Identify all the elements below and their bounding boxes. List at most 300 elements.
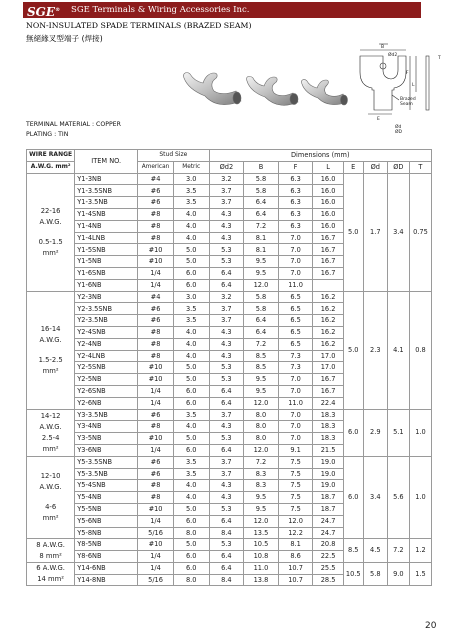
value-cell: 16.2: [313, 338, 343, 350]
value-cell: 6.5: [278, 326, 313, 338]
wire-range-cell: 12-10 A.W.G. 4-6 mm²: [27, 456, 75, 539]
value-cell: 21.5: [313, 444, 343, 456]
value-cell: 4.0: [173, 492, 209, 504]
item-no-cell: Y2-3NB: [75, 291, 138, 303]
wire-range-cell: 8 A.W.G. 8 mm²: [27, 539, 75, 563]
wire-range-cell: 6 A.W.G. 14 mm²: [27, 562, 75, 586]
item-no-cell: Y1-4NB: [75, 220, 138, 232]
plating-spec: PLATING : TIN: [26, 131, 69, 138]
value-cell: 8.0: [244, 409, 279, 421]
dim-d-cell: 4.5: [363, 539, 387, 563]
table-row: [27, 291, 432, 303]
value-cell: 3.5: [173, 456, 209, 468]
value-cell: 5.8: [244, 185, 279, 197]
page-number: 20: [425, 621, 437, 631]
value-cell: #6: [138, 185, 174, 197]
header-wire-range: WIRE RANGE: [27, 150, 75, 162]
header-metric: Metric: [173, 161, 209, 173]
terminal-photo: [184, 73, 348, 106]
value-cell: 3.7: [209, 185, 244, 197]
value-cell: #8: [138, 326, 174, 338]
value-cell: 7.0: [278, 232, 313, 244]
value-cell: 4.3: [209, 350, 244, 362]
value-cell: 4.0: [173, 421, 209, 433]
value-cell: 4.3: [209, 232, 244, 244]
value-cell: #6: [138, 409, 174, 421]
value-cell: 28.5: [313, 574, 343, 586]
item-no-cell: Y1-6SNB: [75, 267, 138, 279]
dim-d-cell: 3.4: [363, 456, 387, 539]
brand-logo: SGE®: [27, 5, 61, 19]
item-no-cell: Y2-6NB: [75, 397, 138, 409]
value-cell: 9.5: [244, 374, 279, 386]
item-no-cell: Y1-5NB: [75, 256, 138, 268]
value-cell: 24.7: [313, 515, 343, 527]
value-cell: 6.0: [173, 385, 209, 397]
value-cell: 7.2: [244, 338, 279, 350]
table-row: [27, 562, 432, 574]
item-no-cell: Y2-4NB: [75, 338, 138, 350]
value-cell: 12.2: [278, 527, 313, 539]
item-no-cell: Y5-5NB: [75, 503, 138, 515]
value-cell: 5.3: [209, 256, 244, 268]
value-cell: 7.0: [278, 385, 313, 397]
value-cell: 9.5: [244, 492, 279, 504]
svg-text:Ød: Ød: [395, 125, 402, 130]
value-cell: #10: [138, 256, 174, 268]
value-cell: #10: [138, 244, 174, 256]
value-cell: 5.0: [173, 362, 209, 374]
value-cell: 6.3: [278, 197, 313, 209]
dim-t-cell: 1.5: [409, 562, 431, 586]
value-cell: 8.3: [244, 480, 279, 492]
header-dd: ØD: [387, 161, 409, 173]
value-cell: 5.3: [209, 539, 244, 551]
item-no-cell: Y3-4NB: [75, 421, 138, 433]
value-cell: 6.5: [278, 315, 313, 327]
value-cell: 6.4: [244, 208, 279, 220]
dim-d-cell: 5.8: [363, 562, 387, 586]
item-no-cell: Y5-4NB: [75, 492, 138, 504]
value-cell: 16.7: [313, 267, 343, 279]
value-cell: 7.0: [278, 244, 313, 256]
value-cell: 16.0: [313, 197, 343, 209]
spec-table: [26, 149, 432, 586]
header-t: T: [409, 161, 431, 173]
item-no-cell: Y5-3.5NB: [75, 468, 138, 480]
value-cell: 18.3: [313, 421, 343, 433]
value-cell: #8: [138, 232, 174, 244]
svg-text:ØD: ØD: [395, 130, 403, 135]
item-no-cell: Y8-5NB: [75, 539, 138, 551]
svg-text:F: F: [406, 71, 409, 76]
value-cell: 5.8: [244, 303, 279, 315]
value-cell: #8: [138, 208, 174, 220]
value-cell: 6.5: [278, 291, 313, 303]
value-cell: 16.7: [313, 232, 343, 244]
value-cell: 16.2: [313, 326, 343, 338]
value-cell: 12.0: [244, 279, 279, 291]
value-cell: 11.0: [244, 562, 279, 574]
dim-t-cell: 1.2: [409, 539, 431, 563]
value-cell: #6: [138, 468, 174, 480]
value-cell: 6.4: [209, 562, 244, 574]
value-cell: 7.5: [278, 468, 313, 480]
item-no-cell: Y1-4SNB: [75, 208, 138, 220]
value-cell: 4.3: [209, 421, 244, 433]
value-cell: 7.0: [278, 267, 313, 279]
value-cell: 6.4: [244, 326, 279, 338]
value-cell: 7.2: [244, 456, 279, 468]
header-l: L: [313, 161, 343, 173]
value-cell: 1/4: [138, 515, 174, 527]
value-cell: 19.0: [313, 480, 343, 492]
header-d2: Ød2: [209, 161, 244, 173]
value-cell: #6: [138, 303, 174, 315]
value-cell: 16.0: [313, 185, 343, 197]
value-cell: 4.3: [209, 480, 244, 492]
value-cell: 6.4: [209, 397, 244, 409]
header-b: B: [244, 161, 279, 173]
dim-dd-cell: 4.1: [387, 291, 409, 409]
value-cell: 7.0: [278, 421, 313, 433]
svg-text:Seam: Seam: [400, 102, 413, 107]
dimension-labels: [377, 44, 441, 135]
value-cell: 1/4: [138, 397, 174, 409]
value-cell: 5.3: [209, 362, 244, 374]
dim-e-cell: 6.0: [343, 456, 363, 539]
dim-d-cell: 1.7: [363, 173, 387, 291]
svg-text:L: L: [412, 83, 415, 88]
value-cell: 20.8: [313, 539, 343, 551]
value-cell: 11.0: [278, 279, 313, 291]
item-no-cell: Y2-5SNB: [75, 362, 138, 374]
item-no-cell: Y3-5NB: [75, 433, 138, 445]
value-cell: 7.3: [278, 362, 313, 374]
item-no-cell: Y5-4SNB: [75, 480, 138, 492]
value-cell: 1/4: [138, 562, 174, 574]
value-cell: 16.7: [313, 374, 343, 386]
value-cell: 6.4: [209, 385, 244, 397]
value-cell: 10.5: [244, 539, 279, 551]
value-cell: 5/16: [138, 574, 174, 586]
value-cell: 3.2: [209, 173, 244, 185]
value-cell: 7.5: [278, 492, 313, 504]
value-cell: 6.4: [244, 315, 279, 327]
value-cell: 3.5: [173, 315, 209, 327]
value-cell: 1/4: [138, 279, 174, 291]
value-cell: 6.4: [209, 444, 244, 456]
value-cell: 6.3: [278, 185, 313, 197]
wire-range-cell: 22-16 A.W.G. 0.5-1.5 mm²: [27, 173, 75, 291]
value-cell: 16.0: [313, 220, 343, 232]
value-cell: 10.8: [244, 551, 279, 563]
dim-e-cell: 10.5: [343, 562, 363, 586]
value-cell: 7.3: [278, 350, 313, 362]
dim-e-cell: 5.0: [343, 291, 363, 409]
value-cell: 7.5: [278, 503, 313, 515]
value-cell: 10.7: [278, 562, 313, 574]
value-cell: 6.5: [278, 303, 313, 315]
value-cell: 5.8: [244, 173, 279, 185]
item-no-cell: Y14-6NB: [75, 562, 138, 574]
value-cell: 8.4: [209, 574, 244, 586]
value-cell: 19.0: [313, 456, 343, 468]
value-cell: 6.0: [173, 267, 209, 279]
value-cell: 4.0: [173, 480, 209, 492]
value-cell: 3.7: [209, 315, 244, 327]
value-cell: 4.0: [173, 350, 209, 362]
value-cell: 13.5: [244, 527, 279, 539]
value-cell: 3.7: [209, 456, 244, 468]
header-f: F: [278, 161, 313, 173]
item-no-cell: Y2-4LNB: [75, 350, 138, 362]
value-cell: 8.0: [244, 433, 279, 445]
item-no-cell: Y3-3.5NB: [75, 409, 138, 421]
value-cell: 5/16: [138, 527, 174, 539]
value-cell: 8.0: [244, 421, 279, 433]
dim-e-cell: 6.0: [343, 409, 363, 456]
value-cell: 16.7: [313, 256, 343, 268]
value-cell: #10: [138, 539, 174, 551]
value-cell: 22.5: [313, 551, 343, 563]
value-cell: 6.0: [173, 279, 209, 291]
value-cell: 3.5: [173, 468, 209, 480]
value-cell: 3.7: [209, 197, 244, 209]
value-cell: 4.0: [173, 220, 209, 232]
value-cell: 18.7: [313, 492, 343, 504]
value-cell: #8: [138, 350, 174, 362]
spec-table-body: [27, 173, 432, 586]
value-cell: 16.7: [313, 244, 343, 256]
value-cell: 12.0: [244, 397, 279, 409]
item-no-cell: Y5-6NB: [75, 515, 138, 527]
value-cell: 7.2: [244, 220, 279, 232]
value-cell: 5.8: [244, 291, 279, 303]
value-cell: 5.0: [173, 374, 209, 386]
item-no-cell: Y1-3NB: [75, 173, 138, 185]
value-cell: #8: [138, 338, 174, 350]
header-american: American: [138, 161, 174, 173]
value-cell: 6.0: [173, 397, 209, 409]
dim-d-cell: 2.3: [363, 291, 387, 409]
value-cell: 18.3: [313, 409, 343, 421]
value-cell: 5.0: [173, 244, 209, 256]
value-cell: 4.3: [209, 326, 244, 338]
value-cell: 6.4: [209, 267, 244, 279]
item-no-cell: Y2-4SNB: [75, 326, 138, 338]
item-no-cell: Y1-6NB: [75, 279, 138, 291]
value-cell: 8.1: [244, 232, 279, 244]
value-cell: 6.4: [209, 515, 244, 527]
header-stud-size: Stud Size: [138, 150, 209, 162]
value-cell: 22.4: [313, 397, 343, 409]
dim-dd-cell: 3.4: [387, 173, 409, 291]
value-cell: 6.3: [278, 220, 313, 232]
value-cell: 9.1: [278, 444, 313, 456]
value-cell: 8.5: [244, 362, 279, 374]
value-cell: 6.0: [173, 551, 209, 563]
value-cell: 9.5: [244, 385, 279, 397]
value-cell: 5.0: [173, 503, 209, 515]
value-cell: 19.0: [313, 468, 343, 480]
value-cell: 13.8: [244, 574, 279, 586]
value-cell: 5.3: [209, 374, 244, 386]
value-cell: #8: [138, 480, 174, 492]
value-cell: 18.7: [313, 503, 343, 515]
value-cell: 3.5: [173, 197, 209, 209]
item-no-cell: Y2-3.5NB: [75, 315, 138, 327]
value-cell: 8.3: [244, 468, 279, 480]
value-cell: 17.0: [313, 362, 343, 374]
value-cell: 6.0: [173, 444, 209, 456]
page-title-chinese: 無絕緣叉型端子 (焊接): [26, 34, 103, 43]
value-cell: 6.3: [278, 208, 313, 220]
value-cell: 1/4: [138, 267, 174, 279]
wire-range-cell: 14-12 A.W.G. 2.5-4 mm²: [27, 409, 75, 456]
value-cell: 1/4: [138, 385, 174, 397]
value-cell: 7.0: [278, 374, 313, 386]
dim-dd-cell: 7.2: [387, 539, 409, 563]
value-cell: 5.0: [173, 433, 209, 445]
value-cell: #8: [138, 220, 174, 232]
value-cell: 3.0: [173, 173, 209, 185]
value-cell: 8.4: [209, 527, 244, 539]
value-cell: #8: [138, 492, 174, 504]
value-cell: 4.3: [209, 220, 244, 232]
value-cell: 16.7: [313, 385, 343, 397]
value-cell: 4.3: [209, 338, 244, 350]
header-dimensions: Dimensions (mm): [209, 150, 431, 162]
value-cell: 16.0: [313, 208, 343, 220]
value-cell: 9.5: [244, 256, 279, 268]
value-cell: 16.0: [313, 173, 343, 185]
value-cell: 5.3: [209, 503, 244, 515]
value-cell: 17.0: [313, 350, 343, 362]
value-cell: 9.5: [244, 503, 279, 515]
value-cell: 4.0: [173, 338, 209, 350]
dim-d-cell: 2.9: [363, 409, 387, 456]
value-cell: 8.6: [278, 551, 313, 563]
header-item-no: ITEM NO.: [75, 150, 138, 174]
header-d: Ød: [363, 161, 387, 173]
value-cell: 16.2: [313, 315, 343, 327]
value-cell: 8.5: [244, 350, 279, 362]
value-cell: 4.3: [209, 208, 244, 220]
value-cell: 3.5: [173, 409, 209, 421]
value-cell: 6.3: [278, 173, 313, 185]
item-no-cell: Y3-6NB: [75, 444, 138, 456]
header-e: E: [343, 161, 363, 173]
table-row: [27, 173, 432, 185]
value-cell: 3.7: [209, 303, 244, 315]
value-cell: 24.7: [313, 527, 343, 539]
value-cell: 7.5: [278, 480, 313, 492]
value-cell: 7.0: [278, 433, 313, 445]
value-cell: 3.5: [173, 185, 209, 197]
value-cell: 3.5: [173, 303, 209, 315]
dim-e-cell: 5.0: [343, 173, 363, 291]
dim-t-cell: 1.0: [409, 456, 431, 539]
value-cell: 12.0: [278, 515, 313, 527]
dim-dd-cell: 9.0: [387, 562, 409, 586]
value-cell: 8.1: [244, 244, 279, 256]
table-row: [27, 539, 432, 551]
value-cell: 3.2: [209, 291, 244, 303]
item-no-cell: Y5-3.5SNB: [75, 456, 138, 468]
value-cell: 5.3: [209, 433, 244, 445]
value-cell: 4.3: [209, 492, 244, 504]
value-cell: 7.0: [278, 256, 313, 268]
value-cell: 4.0: [173, 208, 209, 220]
company-name: SGE Terminals & Wiring Accessories Inc.: [71, 5, 250, 15]
value-cell: 6.5: [278, 338, 313, 350]
item-no-cell: Y2-6SNB: [75, 385, 138, 397]
dim-t-cell: 0.8: [409, 291, 431, 409]
header-awg: A.W.G. mm²: [27, 161, 75, 173]
value-cell: [313, 279, 343, 291]
page-title: NON-INSULATED SPADE TERMINALS (BRAZED SEAM): [26, 21, 252, 30]
value-cell: 9.5: [244, 267, 279, 279]
value-cell: 16.2: [313, 291, 343, 303]
item-no-cell: Y1-5SNB: [75, 244, 138, 256]
svg-text:B: B: [381, 45, 385, 50]
value-cell: 8.1: [278, 539, 313, 551]
value-cell: #10: [138, 362, 174, 374]
value-cell: 6.4: [244, 197, 279, 209]
value-cell: 18.3: [313, 433, 343, 445]
value-cell: #8: [138, 421, 174, 433]
value-cell: 3.7: [209, 468, 244, 480]
value-cell: 4.0: [173, 232, 209, 244]
svg-text:E: E: [377, 117, 380, 122]
value-cell: #10: [138, 433, 174, 445]
table-row: [27, 409, 432, 421]
item-no-cell: Y2-3.5SNB: [75, 303, 138, 315]
wire-range-cell: 16-14 A.W.G. 1.5-2.5 mm²: [27, 291, 75, 409]
value-cell: 3.7: [209, 409, 244, 421]
value-cell: 11.0: [278, 397, 313, 409]
svg-text:Brazed: Brazed: [400, 97, 416, 102]
svg-text:Ød2: Ød2: [388, 53, 398, 58]
item-no-cell: Y1-3.5SNB: [75, 185, 138, 197]
value-cell: 12.0: [244, 444, 279, 456]
dim-dd-cell: 5.6: [387, 456, 409, 539]
value-cell: #6: [138, 197, 174, 209]
value-cell: 10.7: [278, 574, 313, 586]
value-cell: #6: [138, 315, 174, 327]
dim-t-cell: 1.0: [409, 409, 431, 456]
value-cell: #4: [138, 173, 174, 185]
value-cell: 6.0: [173, 562, 209, 574]
value-cell: #4: [138, 291, 174, 303]
dim-e-cell: 8.5: [343, 539, 363, 563]
value-cell: 1/4: [138, 444, 174, 456]
value-cell: 3.0: [173, 291, 209, 303]
item-no-cell: Y14-8NB: [75, 574, 138, 586]
value-cell: 12.0: [244, 515, 279, 527]
value-cell: #6: [138, 456, 174, 468]
svg-text:T: T: [438, 56, 441, 61]
value-cell: 5.3: [209, 244, 244, 256]
item-no-cell: Y2-5NB: [75, 374, 138, 386]
item-no-cell: Y1-4LNB: [75, 232, 138, 244]
value-cell: 4.0: [173, 326, 209, 338]
value-cell: 8.0: [173, 527, 209, 539]
dim-t-cell: 0.75: [409, 173, 431, 291]
value-cell: #10: [138, 374, 174, 386]
material-spec: TERMINAL MATERIAL : COPPER: [26, 121, 121, 128]
